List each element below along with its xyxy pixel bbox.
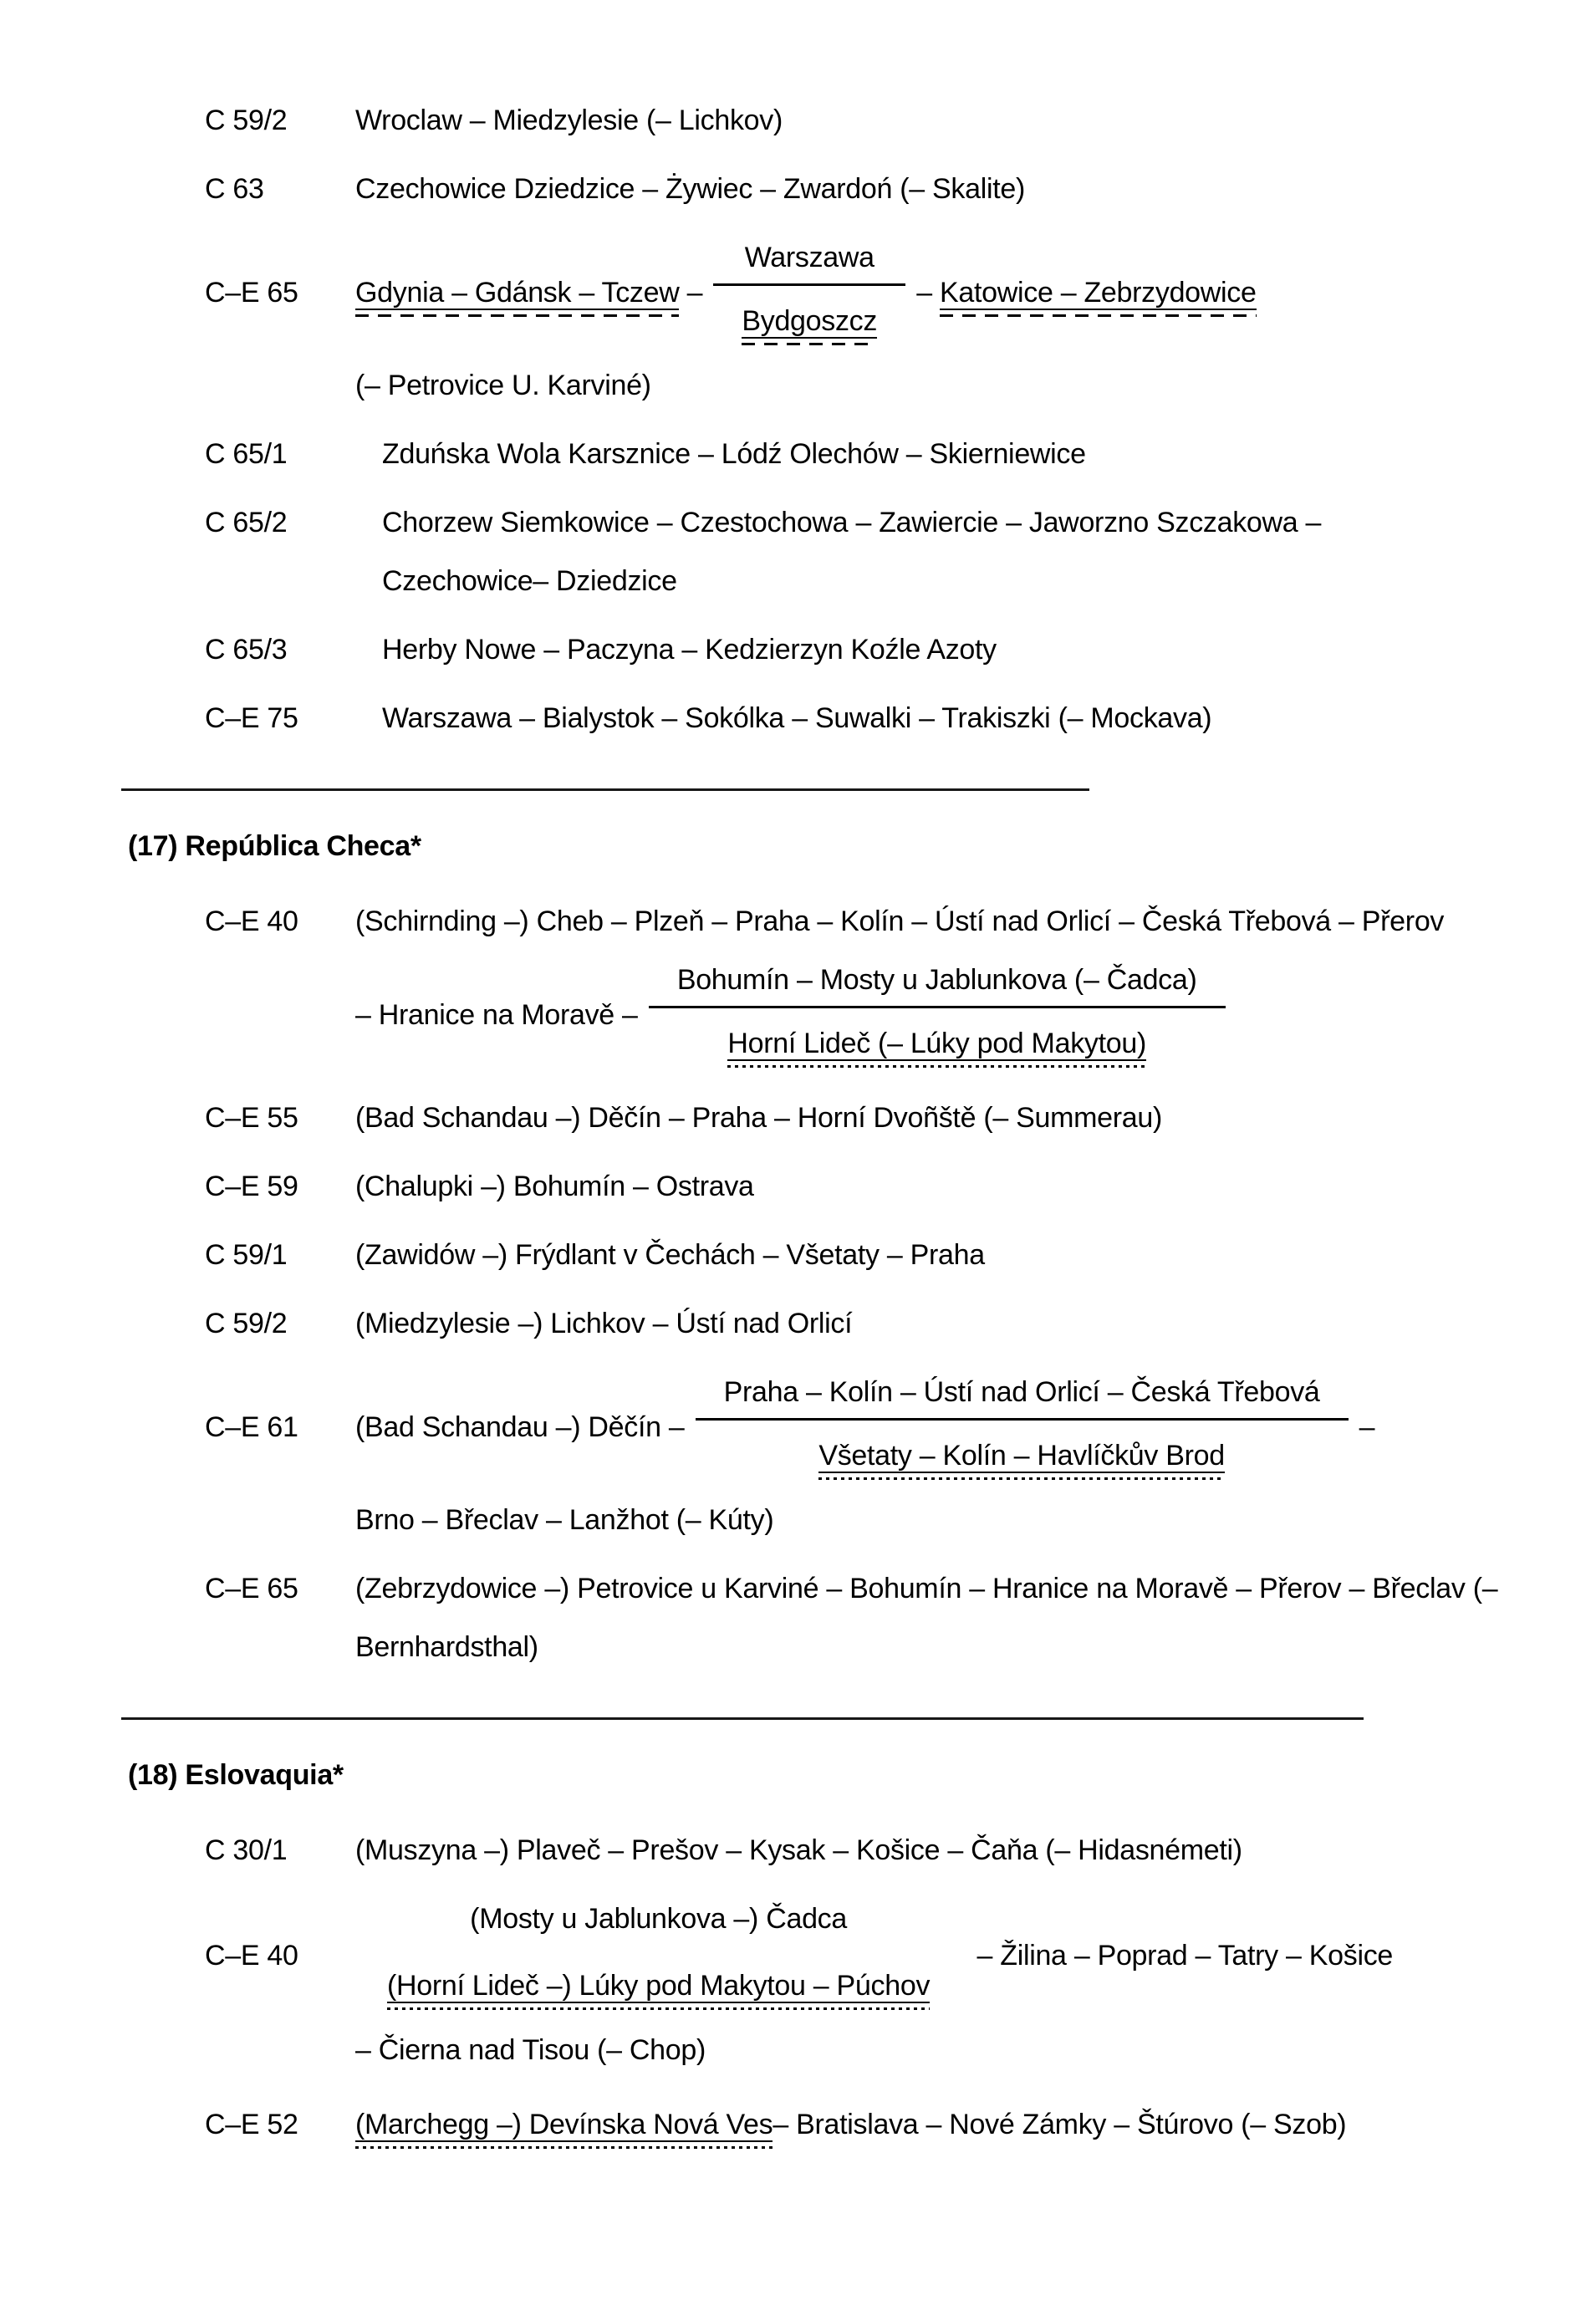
route-code: C 59/2 [205,1308,288,1339]
route-row [205,1832,1546,1869]
route-entry [205,903,1546,1068]
route-text-segment: Zduńska Wola Karsznice – Lódź Olechów – Skierniewice [382,438,1086,470]
route-content [355,2100,1346,2149]
route-entry [205,1099,1546,1136]
route-text-segment: (– Petrovice U. Karviné) [355,370,651,401]
route-row [205,2032,1546,2068]
route-entry [205,239,1546,404]
route-row [205,1374,1546,1480]
route-text-segment: (Mosty u Jablunkova –) Čadca [470,1903,847,1935]
route-text-segment: (Marchegg –) Devínska Nová Ves [355,2100,773,2149]
route-content [355,1502,773,1538]
route-row [205,2100,1546,2149]
route-text-segment: (Muszyna –) Plaveč – Prešov – Kysak – Košice – Čaňa (– Hidasnémeti) [355,1834,1242,1866]
route-text-segment: (Miedzylesie –) Lichkov – Ústí nad Orlicí [355,1308,853,1339]
route-entry [205,700,1546,737]
route-code: C 65/2 [205,507,288,538]
route-code: C 59/2 [205,105,288,136]
route-text-segment: Praha – Kolín – Ústí nad Orlicí – Česká Třebová [723,1376,1320,1408]
route-content [355,1832,1242,1869]
section-heading: (18) Eslovaquia* [128,1759,344,1791]
route-text-segment: Chorzew Siemkowice – Czestochowa – Zawiercie – Jaworzno Szczakowa – [382,507,1322,538]
route-content [355,1168,754,1205]
fraction-bottom [359,1951,958,2010]
route-text-segment: Bernhardsthal) [355,1631,538,1663]
route-content [355,2032,706,2068]
route-row [205,962,1546,1068]
route-code: C–E 40 [205,1939,298,1972]
section-divider [121,788,1089,791]
route-entry [205,171,1546,207]
route-entry [205,1168,1546,1205]
route-row [205,504,1546,541]
route-row [205,171,1546,207]
route-text-segment: – Hranice na Moravě – [355,998,645,1031]
route-text-segment: Bohumín – Mosty u Jablunkova (– Čadca) [676,964,1197,996]
route-row [205,563,1546,599]
route-text-segment: (Schirnding –) Cheb – Plzeň – Praha – Kolín – Ústí nad Orlicí – Česká Třebová – Přerov [355,905,1445,937]
route-alternative-fraction [713,239,905,345]
route-content [355,1305,852,1342]
route-entry [205,631,1546,668]
route-content [355,1237,985,1273]
route-content [355,1570,1497,1607]
route-text-segment: Warszawa – Bialystok – Sokólka – Suwalki – Trakiszki (– Mockava) [382,702,1212,734]
route-content [355,1900,1393,2010]
route-row [205,700,1546,737]
route-row [205,1099,1546,1136]
route-code: C–E 52 [205,2109,298,2140]
route-text-segment: Herby Nowe – Paczyna – Kedzierzyn Koźle Azoty [382,634,997,666]
route-content [355,1099,1162,1136]
route-text-segment: (Chalupki –) Bohumín – Ostrava [355,1171,754,1202]
route-code: C–E 40 [205,905,298,937]
route-content [355,102,783,139]
route-content [355,903,1444,940]
route-alternative-fraction [649,962,1226,1068]
fraction-bottom [699,1008,1175,1068]
route-content [382,700,1211,737]
route-row [205,367,1546,404]
route-code: C 63 [205,173,264,205]
route-content [382,436,1086,472]
route-text-segment: (Horní Lideč –) Lúky pod Makytou – Púchov [387,1961,930,2010]
route-text-segment: Horní Lideč (– Lúky pod Makytou) [727,1019,1146,1068]
route-text-segment: (Bad Schandau –) Děčín – [355,1410,692,1443]
route-content [355,1629,538,1666]
route-text-segment: Bydgoszcz [742,297,877,345]
route-entry [205,2100,1546,2149]
route-text-segment: Gdynia – Gdánsk – Tczew [355,268,679,317]
section-divider [121,1717,1364,1720]
route-code: C–E 59 [205,1171,298,1202]
route-text-segment: Brno – Břeclav – Lanžhot (– Kúty) [355,1504,774,1536]
route-code: C–E 65 [205,1573,298,1604]
route-content [355,171,1025,207]
route-alternative-fraction [696,1374,1349,1480]
route-row [205,102,1546,139]
route-code: C–E 55 [205,1102,298,1134]
route-alternative-fraction [359,1900,958,2010]
route-text-segment: – [909,276,940,309]
route-row [205,1629,1546,1666]
route-row [205,631,1546,668]
route-entry [205,1237,1546,1273]
route-entry [205,1305,1546,1342]
route-content [382,563,677,599]
route-entry [205,436,1546,472]
section-poland [121,102,1546,737]
fraction-bottom [790,1421,1253,1480]
section-slovakia [121,1717,1546,2149]
route-code: C 59/1 [205,1239,288,1271]
route-row [205,1168,1546,1205]
route-row [205,239,1546,345]
route-text-segment: – Bratislava – Nové Zámky – Štúrovo (– Szob) [773,2109,1347,2140]
fraction-bottom [713,286,905,345]
route-text-segment: Všetaty – Kolín – Havlíčkův Brod [818,1431,1225,1480]
fraction-top [716,239,903,283]
route-text-segment: Katowice – Zebrzydowice [940,268,1257,317]
route-text-segment: – Čierna nad Tisou (– Chop) [355,2034,706,2066]
route-code: C–E 65 [205,276,298,309]
route-content [355,367,651,404]
route-entry [205,1832,1546,1869]
route-code: C 65/1 [205,438,288,470]
route-entry [205,1900,1546,2068]
section-heading: (17) República Checa* [128,830,421,862]
fraction-top [649,962,1226,1006]
route-text-segment: Czechowice– Dziedzice [382,565,677,597]
route-text-segment: (Bad Schandau –) Děčín – Praha – Horní Dvoñště (– Summerau) [355,1102,1163,1134]
route-text-segment: – [1351,1410,1375,1443]
route-text-segment: Wroclaw – Miedzylesie (– Lichkov) [355,105,783,136]
route-content [382,631,997,668]
route-content [355,239,1257,345]
route-row [205,1237,1546,1273]
fraction-top [441,1900,875,1951]
route-content [382,504,1321,541]
route-code: C 30/1 [205,1834,288,1866]
route-text-segment: (Zawidów –) Frýdlant v Čechách – Všetaty – Praha [355,1239,985,1271]
fraction-top [696,1374,1349,1418]
route-content [355,962,1229,1068]
route-entry [205,1570,1546,1666]
route-row [205,1900,1546,2010]
route-content [355,1374,1374,1480]
route-row [205,436,1546,472]
route-row [205,903,1546,940]
route-entry [205,504,1546,599]
route-code: C–E 75 [205,702,298,734]
route-code: C–E 61 [205,1410,298,1443]
route-text-segment: (Zebrzydowice –) Petrovice u Karviné – Bohumín – Hranice na Moravě – Přerov – Břeclav (– [355,1573,1498,1604]
route-text-segment: – Žilina – Poprad – Tatry – Košice [961,1939,1394,1972]
route-text-segment: Warszawa [744,242,874,273]
route-entry [205,1374,1546,1538]
route-text-segment: – [679,276,711,309]
route-row [205,1570,1546,1607]
route-text-segment: Czechowice Dziedzice – Żywiec – Zwardoń (– Skalite) [355,173,1025,205]
route-row [205,1502,1546,1538]
route-row [205,1305,1546,1342]
route-entry [205,102,1546,139]
route-code: C 65/3 [205,634,288,666]
section-czech-republic [121,788,1546,1666]
